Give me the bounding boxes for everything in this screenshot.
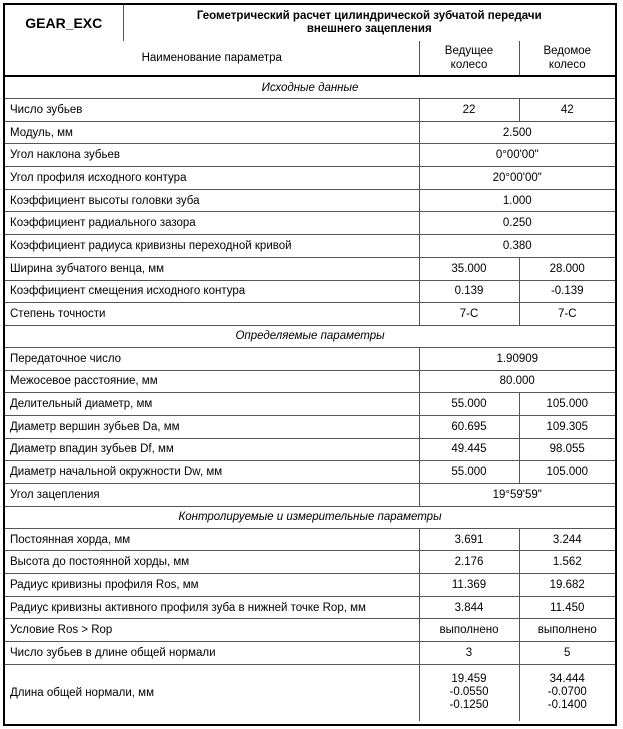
param-name: Коэффициент радиуса кривизны переходной кривой: [5, 235, 419, 258]
param-name: Постоянная хорда, мм: [5, 528, 419, 551]
param-name: Диаметр начальной окружности Dw, мм: [5, 461, 419, 484]
driving-value: 2.176: [419, 551, 519, 574]
param-name: Радиус кривизны активного профиля зуба в нижней точке Rop, мм: [5, 596, 419, 619]
section-computed: [5, 325, 615, 347]
table-row: [5, 415, 615, 438]
driving-value: 49.445: [419, 438, 519, 461]
title-line-1: Геометрический расчет цилиндрической зубчатой передачи: [196, 10, 542, 22]
param-name: Передаточное число: [5, 347, 419, 370]
parameters-body: [5, 41, 615, 721]
driving-value: 55.000: [419, 461, 519, 484]
lower-deviation: -0.1250: [449, 699, 489, 712]
driving-value: 0.139: [419, 280, 519, 303]
module-code: GEAR_EXC: [5, 5, 123, 41]
driven-value: 3.244: [519, 528, 615, 551]
nominal-value: 19.459: [451, 673, 487, 686]
driving-line-2: колесо: [450, 59, 488, 71]
table-row: [5, 461, 615, 484]
driven-value: 1.562: [519, 551, 615, 574]
driven-value: 42: [519, 99, 615, 122]
lower-deviation: -0.1400: [547, 699, 587, 712]
param-name: Угол наклона зубьев: [5, 144, 419, 167]
document-title: [123, 5, 615, 41]
param-name: Диаметр впадин зубьев Df, мм: [5, 438, 419, 461]
table-row: [5, 303, 615, 326]
table-row: [5, 235, 615, 258]
table-row: [5, 484, 615, 507]
driven-value: 109.305: [519, 415, 615, 438]
driving-value: 7-C: [419, 303, 519, 326]
driving-value: 3.691: [419, 528, 519, 551]
driving-value: [419, 664, 519, 721]
driving-value: 3: [419, 642, 519, 665]
table-row: [5, 551, 615, 574]
shared-value: 2.500: [419, 121, 615, 144]
driving-value: выполнено: [419, 619, 519, 642]
upper-deviation: -0.0700: [547, 686, 587, 699]
upper-deviation: -0.0550: [449, 686, 489, 699]
table-row: [5, 121, 615, 144]
parameters-table: [5, 5, 615, 41]
table-row: [5, 619, 615, 642]
table-row: [5, 528, 615, 551]
driven-line-2: колесо: [548, 59, 586, 71]
param-name: Угол профиля исходного контура: [5, 167, 419, 190]
title-line-2: внешнего зацепления: [306, 23, 432, 35]
driving-value: 3.844: [419, 596, 519, 619]
table-row: [5, 280, 615, 303]
param-name: Модуль, мм: [5, 121, 419, 144]
driven-value: [519, 664, 615, 721]
driven-value: 7-C: [519, 303, 615, 326]
driven-value: -0.139: [519, 280, 615, 303]
table-row: [5, 167, 615, 190]
driven-value: 5: [519, 642, 615, 665]
shared-value: 0.250: [419, 212, 615, 235]
param-name: Межосевое расстояние, мм: [5, 370, 419, 393]
driven-line-1: Ведомое: [543, 45, 592, 57]
param-name: Условие Ros > Rop: [5, 619, 419, 642]
driving-value: 55.000: [419, 393, 519, 416]
table-row: [5, 99, 615, 122]
section-title: Контролируемые и измерительные параметры: [5, 506, 615, 528]
driven-value: 98.055: [519, 438, 615, 461]
driving-value: 35.000: [419, 257, 519, 280]
table-row: [5, 347, 615, 370]
column-header-name: Наименование параметра: [5, 41, 419, 76]
column-header-row: [5, 41, 615, 76]
param-name: Делительный диаметр, мм: [5, 393, 419, 416]
driving-value: 22: [419, 99, 519, 122]
shared-value: 0°00'00": [419, 144, 615, 167]
driven-value: 19.682: [519, 574, 615, 597]
column-header-driven: [519, 41, 615, 76]
nominal-value: 34.444: [549, 673, 585, 686]
driving-value: 60.695: [419, 415, 519, 438]
shared-value: 1.90909: [419, 347, 615, 370]
param-name: Ширина зубчатого венца, мм: [5, 257, 419, 280]
table-row-normal-length: [5, 664, 615, 721]
table-row: [5, 596, 615, 619]
table-row: [5, 144, 615, 167]
driving-line-1: Ведущее: [444, 45, 494, 57]
driven-value: 28.000: [519, 257, 615, 280]
driven-value: 105.000: [519, 393, 615, 416]
section-input: [5, 76, 615, 99]
param-name: Длина общей нормали, мм: [5, 664, 419, 721]
table-row: [5, 574, 615, 597]
param-name: Коэффициент высоты головки зуба: [5, 189, 419, 212]
driven-value: 105.000: [519, 461, 615, 484]
title-row: [5, 5, 615, 41]
table-row: [5, 189, 615, 212]
section-title: Исходные данные: [5, 76, 615, 99]
section-title: Определяемые параметры: [5, 325, 615, 347]
param-name: Коэффициент радиального зазора: [5, 212, 419, 235]
table-row: [5, 212, 615, 235]
driven-value: выполнено: [519, 619, 615, 642]
param-name: Высота до постоянной хорды, мм: [5, 551, 419, 574]
section-control: [5, 506, 615, 528]
driven-value: 11.450: [519, 596, 615, 619]
shared-value: 1.000: [419, 189, 615, 212]
param-name: Диаметр вершин зубьев Da, мм: [5, 415, 419, 438]
table-row: [5, 393, 615, 416]
table-row: [5, 370, 615, 393]
table-row: [5, 642, 615, 665]
param-name: Степень точности: [5, 303, 419, 326]
driving-value: 11.369: [419, 574, 519, 597]
param-name: Число зубьев: [5, 99, 419, 122]
shared-value: 19°59'59": [419, 484, 615, 507]
table-row: [5, 438, 615, 461]
column-header-driving: [419, 41, 519, 76]
param-name: Число зубьев в длине общей нормали: [5, 642, 419, 665]
table-row: [5, 257, 615, 280]
shared-value: 80.000: [419, 370, 615, 393]
param-name: Коэффициент смещения исходного контура: [5, 280, 419, 303]
shared-value: 0.380: [419, 235, 615, 258]
shared-value: 20°00'00": [419, 167, 615, 190]
param-name: Радиус кривизны профиля Ros, мм: [5, 574, 419, 597]
param-name: Угол зацепления: [5, 484, 419, 507]
gear-calculation-sheet: [3, 3, 617, 726]
